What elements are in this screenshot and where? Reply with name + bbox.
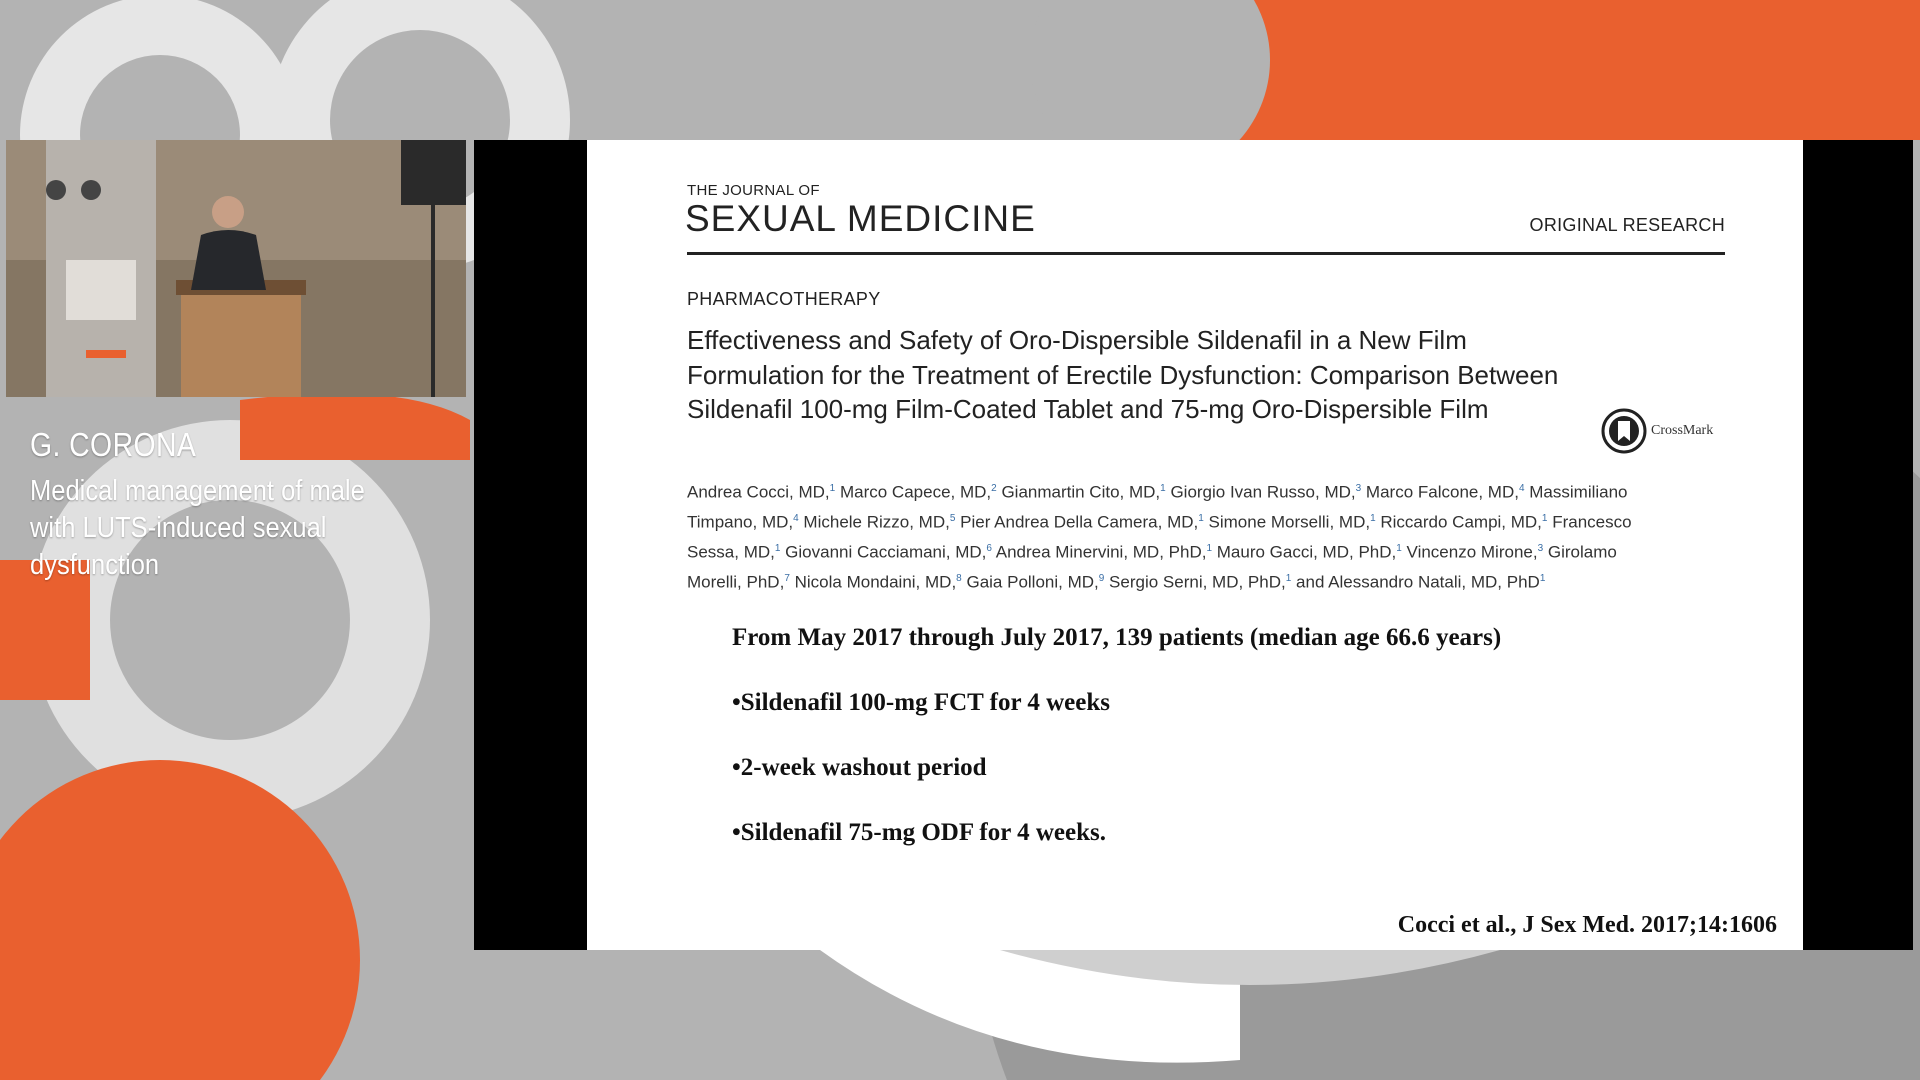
author-affiliation: 9 (1098, 573, 1105, 585)
citation: Cocci et al., J Sex Med. 2017;14:1606 (1397, 912, 1777, 938)
author-affiliation: 1 (1370, 513, 1376, 525)
author-affiliation: 1 (1285, 573, 1292, 585)
journal-name: SEXUAL MEDICINE (685, 198, 1036, 239)
article-type: ORIGINAL RESEARCH (1529, 215, 1725, 235)
author-name: Mauro Gacci, MD, PhD, (1216, 542, 1397, 562)
author-name: Pier Andrea Della Camera, MD, (960, 512, 1199, 532)
author-name: Massimiliano Timpano, MD, (687, 482, 1628, 532)
speaker-name: G. CORONA (30, 426, 197, 463)
talk-title: Medical management of male with LUTS-induced sexual dysfunction (30, 475, 365, 581)
section-label: PHARMACOTHERAPY (687, 289, 881, 309)
author-name: Michele Rizzo, MD, (803, 512, 950, 532)
author-affiliation: 4 (1518, 483, 1525, 494)
author-affiliation: 1 (1539, 573, 1546, 585)
author-name: Gaia Polloni, MD, (966, 573, 1099, 593)
speaker-video-frame (6, 140, 466, 397)
author-affiliation: 1 (774, 543, 781, 555)
article-title: Effectiveness and Safety of Oro-Dispersible Sildenafil in a New Film Formulation for the Treatment of Erectile Dysfunction: Comparison Between Sildenafil 100-mg Film-Coated Tablet and 75-mg Oro-Dispersible Film (687, 325, 1559, 424)
author-name: Girolamo Morelli, PhD, (687, 542, 1617, 593)
author-name: Riccardo Campi, MD, (1380, 512, 1542, 532)
author-affiliation: 1 (1541, 513, 1548, 525)
author-affiliation: 5 (949, 513, 956, 525)
author-name: Simone Morselli, MD, (1208, 512, 1371, 532)
author-name: Francesco Sessa, MD, (687, 512, 1632, 562)
author-name: Sergio Serni, MD, PhD, (1109, 573, 1286, 593)
author-name: Vincenzo Mirone, (1406, 542, 1538, 562)
author-affiliation: 6 (986, 543, 992, 555)
author-name: Andrea Cocci, MD, (687, 482, 830, 502)
slide (587, 140, 1803, 950)
summary-line: From May 2017 through July 2017, 139 patients (median age 66.6 years) (732, 624, 1502, 651)
author-name: Gianmartin Cito, MD, (1001, 482, 1161, 502)
crossmark-icon (1601, 408, 1647, 454)
author-name: Marco Falcone, MD, (1365, 482, 1519, 502)
author-affiliation: 1 (1198, 513, 1204, 525)
bullet-item: •2-week washout period (732, 754, 987, 781)
author-name: Giovanni Cacciamani, MD, (785, 542, 987, 562)
slide-frame (474, 140, 1913, 950)
author-affiliation: 8 (956, 573, 962, 585)
journal-prefix: THE JOURNAL OF (687, 182, 820, 199)
author-name: Nicola Mondaini, MD, (794, 573, 957, 593)
author-affiliation: 1 (829, 483, 836, 494)
bullet-item: •Sildenafil 75-mg ODF for 4 weeks. (732, 819, 1107, 846)
author-list (687, 476, 1647, 597)
author-affiliation: 4 (793, 513, 799, 525)
author-name: Andrea Minervini, MD, PhD, (995, 542, 1207, 562)
author-affiliation: 2 (991, 483, 997, 494)
author-affiliation: 1 (1206, 543, 1213, 555)
author-affiliation: 3 (1537, 543, 1544, 555)
author-affiliation: 1 (1160, 483, 1166, 494)
author-affiliation: 3 (1355, 483, 1362, 494)
crossmark-badge[interactable] (1601, 408, 1713, 454)
author-name: and Alessandro Natali, MD, PhD (1296, 573, 1540, 593)
speaker-video[interactable] (6, 140, 466, 397)
author-affiliation: 1 (1396, 543, 1402, 555)
author-affiliation: 7 (784, 573, 790, 585)
header-divider (687, 252, 1725, 255)
bullet-item: •Sildenafil 100-mg FCT for 4 weeks (732, 689, 1110, 716)
author-name: Marco Capece, MD, (839, 482, 992, 502)
crossmark-label: CrossMark (1651, 423, 1714, 438)
author-name: Giorgio Ivan Russo, MD, (1170, 482, 1356, 502)
